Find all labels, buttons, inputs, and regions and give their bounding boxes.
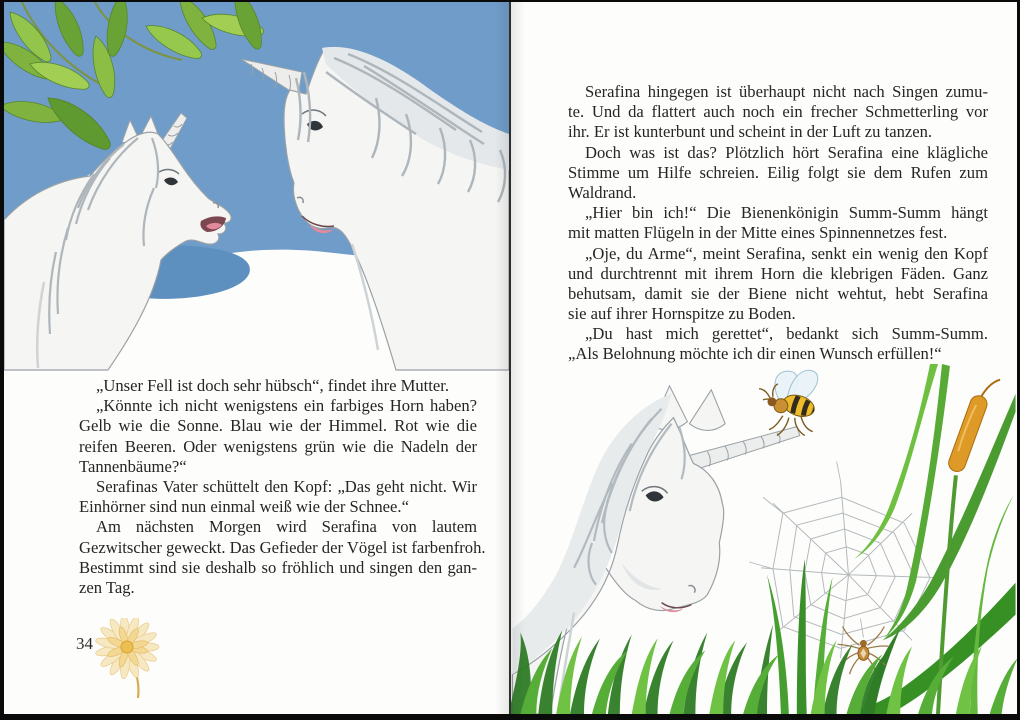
- text-line: Einhörner sind nun einmal weiß wie der Schnee.“: [79, 497, 409, 517]
- gutter-shadow: [511, 2, 525, 714]
- text-line: Waldrand.: [568, 182, 637, 202]
- text-line: „Hier bin ich!“ Die Bienenkönigin Summ-Summ hängt: [585, 203, 988, 223]
- text-line: reifen Beeren. Oder wenigstens grün wie die Nadeln der: [79, 436, 477, 456]
- text-line: Gezwitscher geweckt. Das Gefieder der Vögel ist farbenfroh.: [79, 537, 486, 557]
- text-line: und durchtrennt mit ihrem Horn die klebrigen Fäden. Ganz: [568, 263, 988, 283]
- left-page: [4, 2, 509, 714]
- text-line: Serafina hingegen ist überhaupt nicht nach Singen zumu-: [585, 82, 988, 101]
- story-text-right: [568, 82, 988, 365]
- ear: [689, 390, 725, 431]
- text-line: te. Und da flattert auch noch ein frecher Schmetterling vor: [568, 102, 988, 122]
- text-line: „Könnte ich nicht wenigstens ein farbiges Horn haben?: [96, 396, 477, 416]
- text-line: Doch was ist das? Plötzlich hört Serafina eine klägliche: [585, 142, 988, 162]
- horn: [689, 427, 799, 471]
- text-line: Bestimmt sind sie deshalb so fröhlich und singen den gan-: [79, 557, 477, 577]
- book-spine: [509, 2, 511, 714]
- text-line: „Als Belohnung möchte ich dir einen Wunsch erfüllen!“: [568, 344, 942, 364]
- page-number: 34: [76, 634, 93, 653]
- gutter-shadow: [495, 2, 509, 714]
- text-line: „Unser Fell ist doch sehr hübsch“, findet ihre Mutter.: [96, 376, 449, 395]
- text-line: Stimme um Hilfe schreien. Eilig folgt sie dem Rufen zum: [568, 162, 988, 182]
- text-line: „Oje, du Arme“, meint Serafina, senkt ein wenig den Kopf: [585, 243, 988, 263]
- text-line: Serafinas Vater schüttelt den Kopf: „Das geht nicht. Wir: [96, 476, 477, 496]
- text-line: Gelb wie die Sonne. Blau wie der Himmel. Rot wie die: [79, 416, 477, 436]
- text-line: sie auf ihrer Hornspitze zu Boden.: [568, 304, 796, 324]
- story-text-left: [79, 376, 486, 598]
- text-line: mit matten Flügeln in der Mitte eines Spinnennetzes fest.: [568, 223, 948, 243]
- daisy-flower: [90, 618, 168, 704]
- text-line: zen Tag.: [79, 577, 135, 597]
- text-line: „Du hast mich gerettet“, bedankt sich Summ-Summ.: [585, 324, 988, 344]
- text-line: behutsam, damit sie der Biene nicht wehtut, hebt Serafina: [568, 283, 988, 303]
- cattail-leaves: [847, 364, 1016, 714]
- text-line: ihr. Er ist kunterbunt und scheint in der Luft zu tanzen.: [568, 122, 933, 142]
- text-line: Am nächsten Morgen wird Serafina von lautem: [96, 517, 477, 537]
- text-line: Tannenbäume?“: [79, 456, 187, 476]
- left-illustration: [4, 2, 509, 374]
- right-page: [511, 2, 1017, 714]
- right-illustration: [511, 364, 1017, 714]
- book-spread: [4, 2, 1017, 714]
- bee: [759, 370, 818, 435]
